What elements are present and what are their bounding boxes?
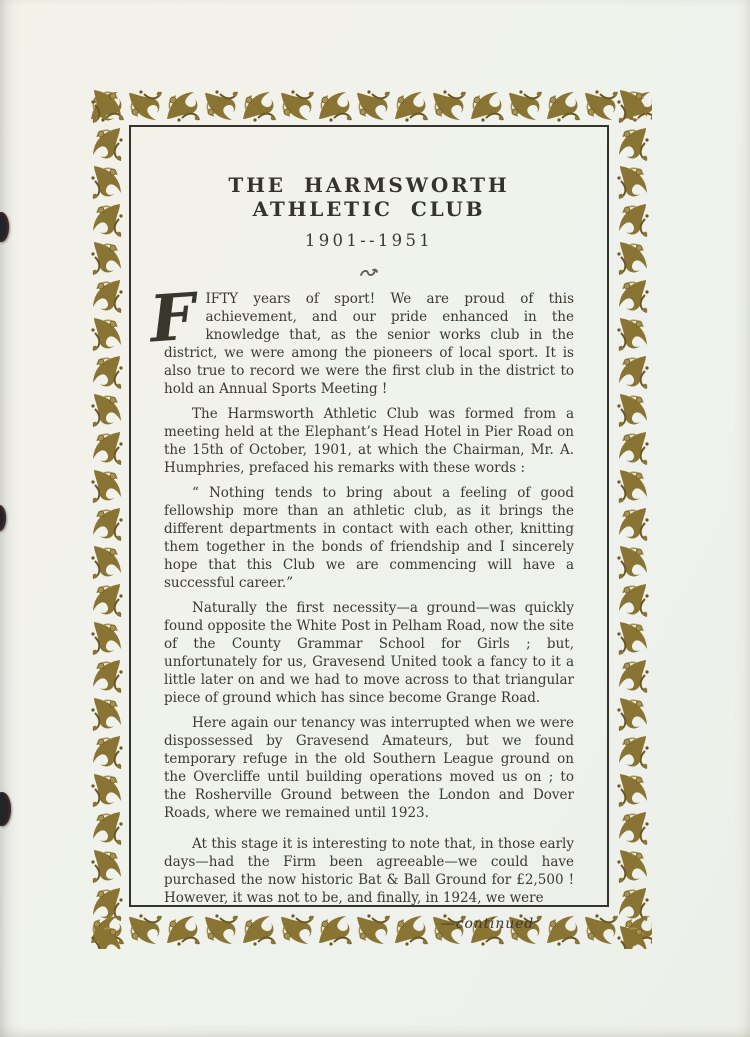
paragraph: Naturally the first necessity—a ground—was quickly found opposite the White Post in Pelham Road, now the site of the County Grammar School for Girls ; but, unfortunately for us, Gravesend United took a fancy to it a little later on and we had to move across to that triangular piece of ground which has since become Grange Road. <box>164 600 574 706</box>
ornamental-border-top <box>88 87 652 125</box>
ornamental-border-right <box>614 87 652 949</box>
binding-hole <box>0 212 9 242</box>
ornamental-border-left <box>88 87 126 949</box>
opening-text: IFTY years of sport! We are proud of this achievement, and our pride enhanced in the knowledge that, as the senior works club in the district, we were among the pioneers of local sport. It is also true to record we were the first club in the district to hold an Annual Sports Meeting ! <box>164 291 574 397</box>
page-title: THE HARMSWORTH ATHLETIC CLUB <box>228 173 510 221</box>
ornament-divider-icon <box>164 264 574 280</box>
drop-cap: F <box>147 279 198 358</box>
continued-note: —continued <box>440 916 534 932</box>
years-subtitle: 1901--1951 <box>304 231 434 250</box>
paragraph: At this stage it is interesting to note that, in those early days—had the Firm been agreeable—we could have purchased the now historic Bat & Ball Ground for £2,500 ! However, it was not to be, and finally, in 1924, we were <box>164 836 574 906</box>
paragraph: “ Nothing tends to bring about a feeling of good fellowship more than an athletic club, as it brings the different departments in contact with each other, knitting them together in the bonds of friendship and I sincerely hope that this Club we are commencing will have a successful career.” <box>164 485 574 591</box>
article-body <box>147 279 574 933</box>
opening-paragraph <box>147 279 574 398</box>
inner-rule-frame <box>129 125 609 932</box>
paragraph: The Harmsworth Athletic Club was formed from a meeting held at the Elephant’s Head Hotel in Pier Road on the 15th of October, 1901, at which the Chairman, Mr. A. Humphries, prefaced his remarks with these words : <box>164 406 574 476</box>
paragraph: Here again our tenancy was interrupted when we were dispossessed by Gravesend Amateurs, but we found temporary refuge in the old Southern League ground on the Overcliffe until building operations moved us on ; to the Rosherville Ground between the London and Dover Roads, where we remained until 1923. <box>164 715 574 821</box>
binding-hole <box>0 792 11 826</box>
binding-hole <box>0 505 6 531</box>
